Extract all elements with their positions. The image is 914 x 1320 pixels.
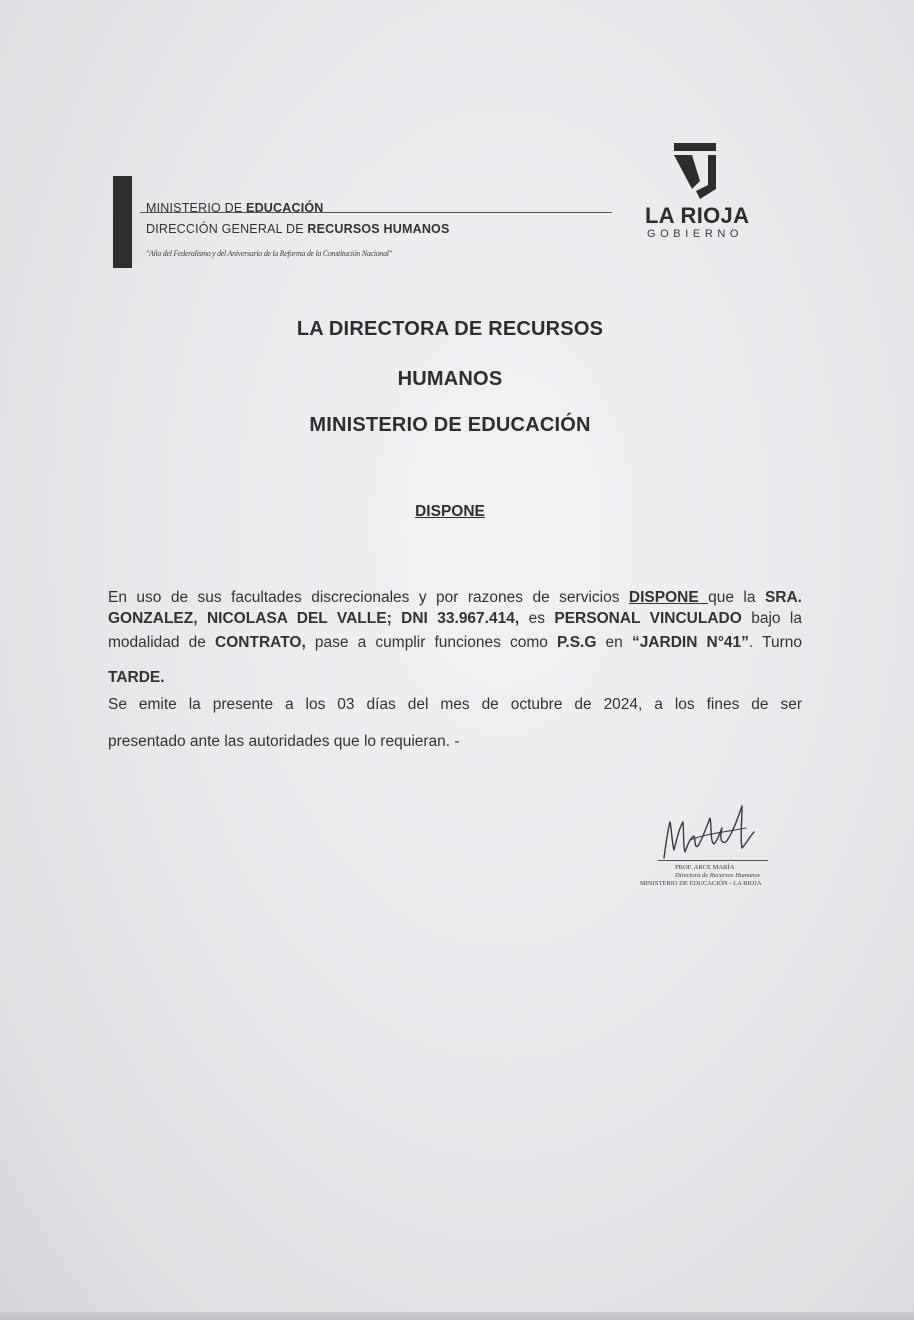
body-line-5: Se emite la presente a los 03 días del mes de octubre de 2024, a los fines de ser xyxy=(108,696,802,713)
logo-subtitle: GOBIERNO xyxy=(647,228,744,240)
body-sra: SRA. xyxy=(764,589,802,606)
body-text: que la xyxy=(708,589,765,606)
header-ministry-prefix: MINISTERIO DE xyxy=(146,201,247,215)
page-bottom-edge xyxy=(0,1312,914,1320)
header-ministry xyxy=(146,201,324,215)
body-line-3 xyxy=(108,634,802,652)
signature-line xyxy=(658,860,768,861)
body-text: modalidad de xyxy=(108,634,216,651)
header-motto: "Año del Federalismo y del Aniversario de la Reforma de la Constitución Nacional" xyxy=(146,249,392,258)
title-line-1: LA DIRECTORA DE RECURSOS xyxy=(296,318,604,340)
body-tarde: TARDE. xyxy=(108,669,165,686)
body-jardin: “JARDIN N°41” xyxy=(631,634,749,651)
body-dispone: DISPONE xyxy=(628,589,709,606)
body-contrato: CONTRATO, xyxy=(215,634,306,651)
signature-org: MINISTERIO DE EDUCACIÓN - LA RIOJA xyxy=(640,880,762,887)
title-line-3: MINISTERIO DE EDUCACIÓN xyxy=(309,414,591,436)
body-text: pase a cumplir funciones como xyxy=(305,634,558,651)
body-text: bajo la xyxy=(741,610,802,627)
signature-name: PROF. ARCE MARÍA xyxy=(675,864,735,871)
header-direction-bold: RECURSOS HUMANOS xyxy=(307,222,450,236)
dispone-heading: DISPONE xyxy=(415,503,485,520)
header-direction xyxy=(146,222,450,236)
body-text: es xyxy=(519,610,555,627)
body-personal: PERSONAL VINCULADO xyxy=(554,610,742,627)
header-accent-bar xyxy=(113,176,132,268)
header-ministry-bold: EDUCACIÓN xyxy=(246,201,324,215)
body-line-2 xyxy=(108,610,802,628)
body-text: En uso de sus facultades discrecionales y por razones de servicios xyxy=(108,589,629,606)
body-line-6: presentado ante las autoridades que lo requieran. - xyxy=(108,733,460,750)
body-text: en xyxy=(596,634,632,651)
logo-name: LA RIOJA xyxy=(645,203,750,228)
header-direction-prefix: DIRECCIÓN GENERAL DE xyxy=(146,222,308,236)
body-psg: P.S.G xyxy=(557,634,597,651)
body-line-4 xyxy=(108,669,802,687)
handwritten-signature xyxy=(650,788,770,868)
body-text: . Turno xyxy=(748,634,803,651)
la-rioja-logo-icon xyxy=(670,141,720,201)
body-person-name: GONZALEZ, NICOLASA DEL VALLE; DNI 33.967.414, xyxy=(108,610,520,627)
title-line-2: HUMANOS xyxy=(397,368,503,390)
signature-role: Directora de Recursos Humanos xyxy=(675,872,761,879)
body-line-1 xyxy=(108,589,802,607)
